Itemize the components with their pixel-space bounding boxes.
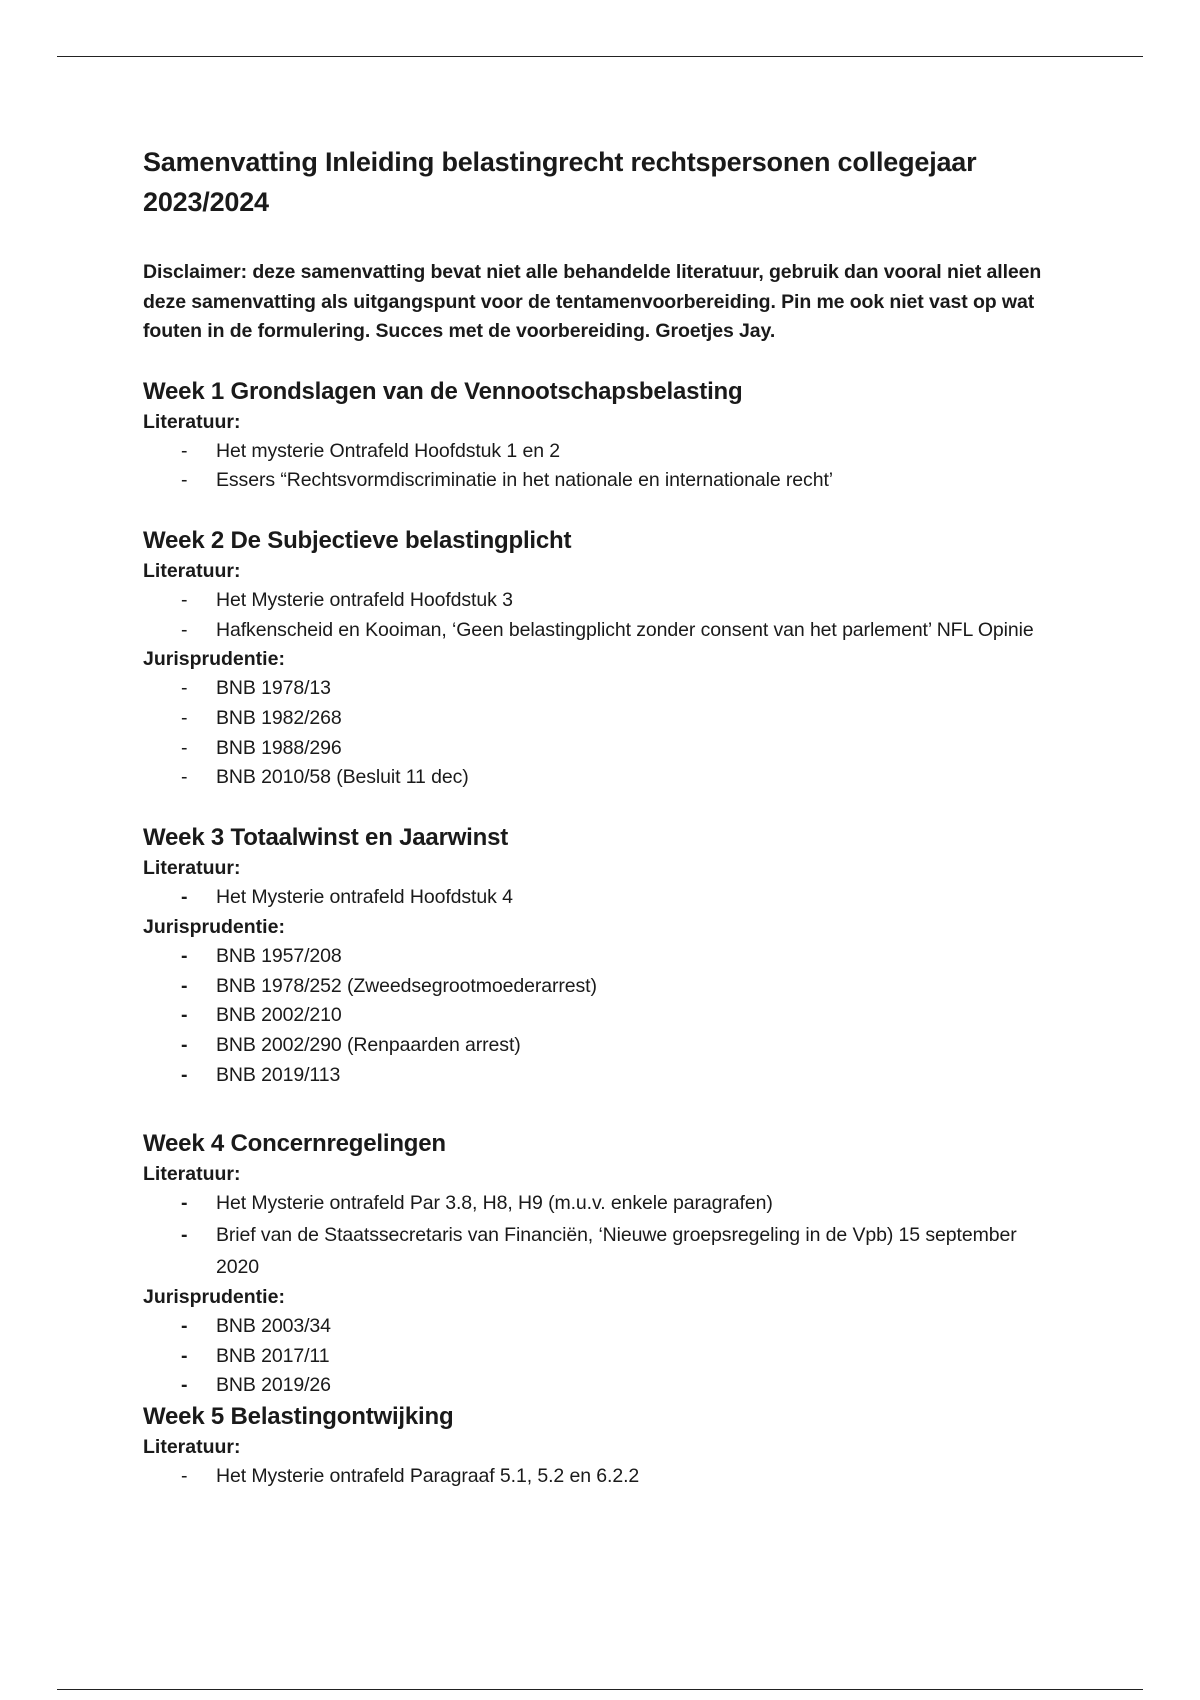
list-bullet: - [181,1192,188,1215]
list-item: - BNB 1978/252 (Zweedsegrootmoederarrest) [143,972,1063,1002]
list-item: - Brief van de Staatssecretaris van Financiën, ‘Nieuwe groepsregeling in de Vpb) 15 september 2020 [143,1219,1063,1283]
list-bullet: - [181,469,188,492]
list-item: - BNB 2003/34 [143,1312,1063,1342]
list-item: - BNB 2019/26 [143,1371,1063,1401]
list-bullet: - [181,766,188,789]
literature-label: Literatuur: [143,559,241,582]
list-bullet: - [181,588,188,611]
list-item: - Het Mysterie ontrafeld Paragraaf 5.1, 5.2 en 6.2.2 [143,1462,1063,1492]
literature-list [143,586,1063,645]
literature-list [143,1189,1063,1283]
week-3-section [143,822,1063,1090]
list-bullet: - [181,1224,188,1247]
list-bullet: - [181,736,188,759]
disclaimer: Disclaimer: deze samenvatting bevat niet alle behandelde literatuur, gebruik dan vooral niet alleen deze samenvatting als uitgangspunt voor de tentamenvoorbereiding. Pin me ook niet vast op wat fouten in de formulering. Succes met de voorbereiding. Groetjes Jay. [143,261,1042,342]
list-item: - BNB 1957/208 [143,942,1063,972]
list-bullet: - [181,439,188,462]
list-bullet: - [181,974,188,997]
document-title: Samenvatting Inleiding belastingrecht rechtspersonen collegejaar 2023/2024 [143,147,977,217]
week-heading: Week 1 Grondslagen van de Vennootschapsbelasting [143,377,743,405]
week-heading: Week 4 Concernregelingen [143,1130,446,1158]
week-heading: Week 5 Belastingontwijking [143,1403,454,1431]
case-law-label: Jurisprudentie: [143,915,285,938]
list-item: - Hafkenscheid en Kooiman, ‘Geen belastingplicht zonder consent van het parlement’ NFL Opinie [143,616,1063,646]
footer-rule [57,1689,1143,1690]
list-bullet: - [181,1344,188,1367]
literature-list [143,1462,1063,1492]
literature-label: Literatuur: [143,1436,241,1459]
list-bullet: - [181,944,188,967]
list-item: - BNB 2002/210 [143,1001,1063,1031]
list-bullet: - [181,677,188,700]
list-item: - Het Mysterie ontrafeld Par 3.8, H8, H9 (m.u.v. enkele paragrafen) [143,1189,1063,1219]
list-bullet: - [181,1465,188,1488]
case-law-label: Jurisprudentie: [143,648,285,671]
literature-label: Literatuur: [143,410,241,433]
list-item: - BNB 1978/13 [143,674,1063,704]
literature-list [143,437,1063,496]
list-item: - BNB 2017/11 [143,1342,1063,1372]
week-heading: Week 2 De Subjectieve belastingplicht [143,526,572,554]
list-bullet: - [181,1374,188,1397]
week-5-section [143,1401,1063,1492]
list-bullet: - [181,618,188,641]
list-item: - Het Mysterie ontrafeld Hoofdstuk 4 [143,883,1063,913]
literature-list [143,883,1063,913]
list-item: - BNB 2019/113 [143,1061,1063,1091]
list-item: - BNB 2010/58 (Besluit 11 dec) [143,763,1063,793]
list-item: - BNB 1988/296 [143,734,1063,764]
case-law-list [143,942,1063,1091]
header-rule [57,56,1143,57]
week-heading: Week 3 Totaalwinst en Jaarwinst [143,824,509,852]
week-2-section [143,525,1063,793]
document-body [143,142,1063,1492]
week-4-section [143,1128,1063,1401]
list-bullet: - [181,1033,188,1056]
list-item: - BNB 2002/290 (Renpaarden arrest) [143,1031,1063,1061]
literature-label: Literatuur: [143,1163,241,1186]
list-bullet: - [181,1315,188,1338]
list-bullet: - [181,1063,188,1086]
list-item: - Het Mysterie ontrafeld Hoofdstuk 3 [143,586,1063,616]
case-law-label: Jurisprudentie: [143,1286,285,1309]
literature-label: Literatuur: [143,857,241,880]
case-law-list [143,674,1063,793]
case-law-list [143,1312,1063,1401]
list-item: - Essers “Rechtsvormdiscriminatie in het nationale en internationale recht’ [143,466,1063,496]
list-item: - Het mysterie Ontrafeld Hoofdstuk 1 en 2 [143,437,1063,467]
list-bullet: - [181,1004,188,1027]
list-item: - BNB 1982/268 [143,704,1063,734]
list-bullet: - [181,707,188,730]
week-1-section [143,376,1063,496]
list-bullet: - [181,886,188,909]
